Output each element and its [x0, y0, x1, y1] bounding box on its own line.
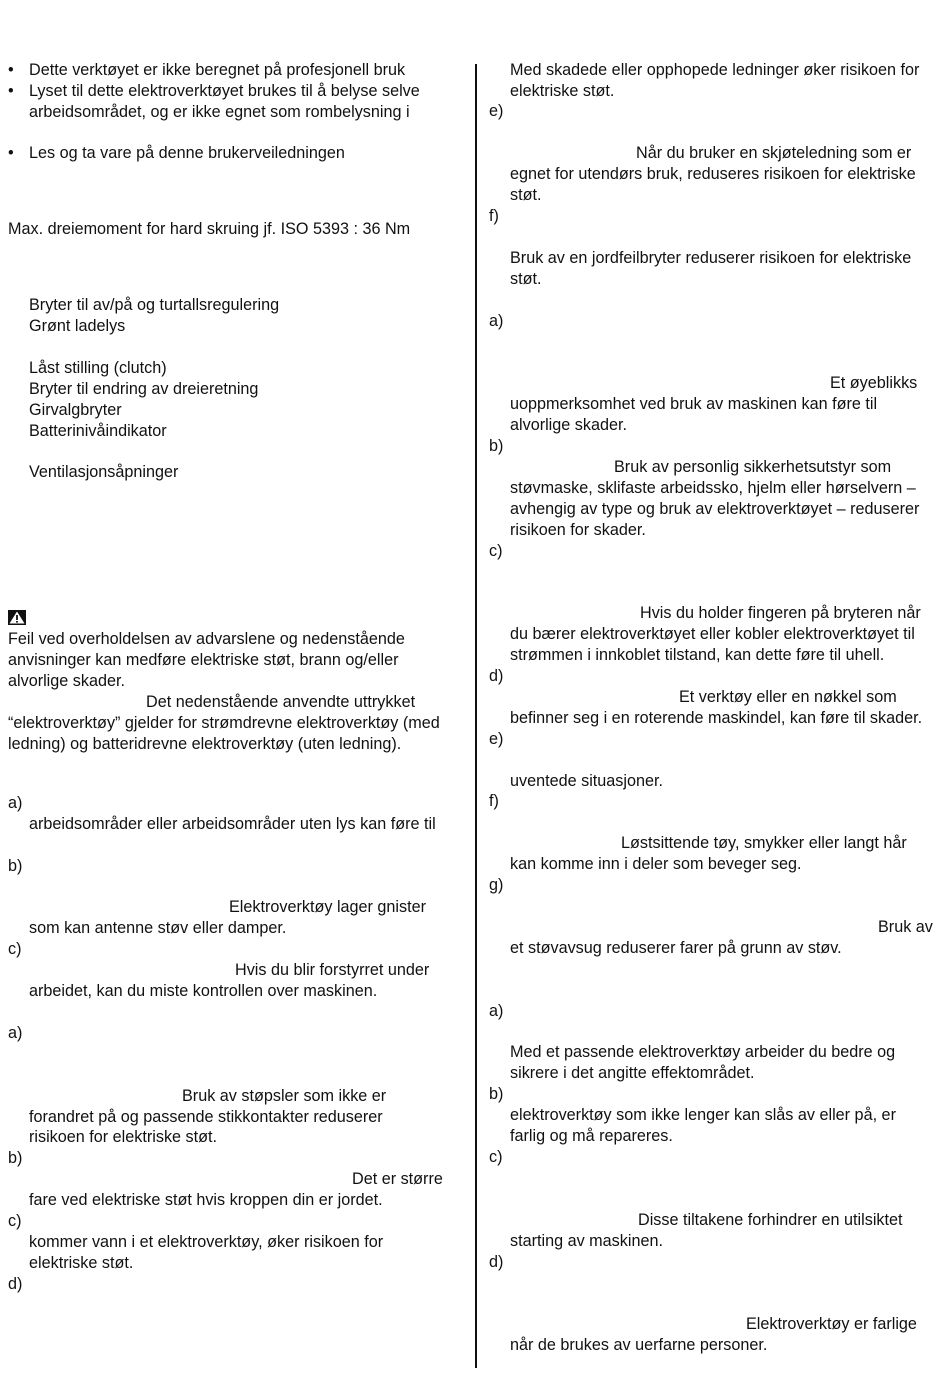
item-label: f)	[489, 792, 499, 810]
item-text: arbeidet, kan du miste kontrollen over maskinen.	[29, 982, 378, 1000]
item-text: Elektroverktøy er farlige	[746, 1315, 917, 1333]
warning-text: alvorlige skader.	[8, 672, 125, 690]
component-item: Girvalgbryter	[29, 401, 122, 419]
torque-spec: Max. dreiemoment for hard skruing jf. ISO 5393 : 36 Nm	[8, 220, 411, 238]
item-text: Det er større	[352, 1170, 443, 1188]
item-text: støt.	[510, 186, 542, 204]
item-text: Hvis du blir forstyrret under	[235, 961, 430, 979]
item-text: Bruk av personlig sikkerhetsutstyr som	[614, 458, 892, 476]
warning-text: ledning) og batteridrevne elektroverktøy (uten ledning).	[8, 735, 402, 753]
item-text: elektriske støt.	[510, 82, 615, 100]
item-label: c)	[489, 542, 503, 560]
component-item: Batterinivåindikator	[29, 422, 167, 440]
warning-text: anvisninger kan medføre elektriske støt, brann og/eller	[8, 651, 399, 669]
item-text: risikoen for elektriske støt.	[29, 1128, 218, 1146]
item-label: a)	[8, 1024, 23, 1042]
item-text: sikrere i det angitte effektområdet.	[510, 1064, 755, 1082]
item-text: avhengig av type og bruk av elektroverktøyet – reduserer	[510, 500, 920, 518]
item-label: d)	[8, 1275, 23, 1293]
item-text: Bruk av	[878, 918, 933, 936]
item-text: Bruk av støpsler som ikke er	[182, 1087, 387, 1105]
item-text: farlig og må repareres.	[510, 1127, 673, 1145]
item-label: c)	[8, 940, 22, 958]
component-item: Låst stilling (clutch)	[29, 359, 167, 377]
column-divider	[475, 64, 477, 1368]
item-text: uventede situasjoner.	[510, 772, 663, 790]
item-text: Hvis du holder fingeren på bryteren når	[640, 604, 921, 622]
item-label: a)	[489, 312, 504, 330]
item-text: forandret på og passende stikkontakter reduserer	[29, 1108, 383, 1126]
bullet-icon: •	[8, 61, 14, 79]
item-label: c)	[489, 1148, 503, 1166]
item-label: g)	[489, 876, 504, 894]
item-label: e)	[489, 730, 504, 748]
warning-text: Feil ved overholdelsen av advarslene og nedenstående	[8, 630, 405, 648]
component-item: Ventilasjonsåpninger	[29, 463, 179, 481]
item-label: d)	[489, 667, 504, 685]
bullet-text: Dette verktøyet er ikke beregnet på profesjonell bruk	[29, 61, 406, 79]
item-text: som kan antenne støv eller damper.	[29, 919, 287, 937]
item-text: Med skadede eller opphopede ledninger øker risikoen for	[510, 61, 920, 79]
item-label: b)	[489, 437, 504, 455]
component-item: Grønt ladelys	[29, 317, 126, 335]
item-text: Et øyeblikks	[830, 374, 918, 392]
item-text: alvorlige skader.	[510, 416, 627, 434]
bullet-text-continuation: arbeidsområdet, og er ikke egnet som rombelysning i	[29, 103, 410, 121]
item-text: støt.	[510, 270, 542, 288]
item-text: fare ved elektriske støt hvis kroppen din er jordet.	[29, 1191, 383, 1209]
item-text: du bærer elektroverktøyet eller kobler elektroverktøyet til	[510, 625, 915, 643]
component-item: Bryter til endring av dreieretning	[29, 380, 259, 398]
item-text: et støvavsug reduserer farer på grunn av støv.	[510, 939, 842, 957]
item-text: kan komme inn i deler som beveger seg.	[510, 855, 802, 873]
item-text: starting av maskinen.	[510, 1232, 663, 1250]
item-label: d)	[489, 1253, 504, 1271]
item-text: elektroverktøy som ikke lenger kan slås av eller på, er	[510, 1106, 896, 1124]
item-label: b)	[8, 857, 23, 875]
item-text: risikoen for skader.	[510, 521, 646, 539]
item-text: Disse tiltakene forhindrer en utilsiktet	[638, 1211, 903, 1229]
item-text: elektriske støt.	[29, 1254, 134, 1272]
bullet-text: Les og ta vare på denne brukerveiledningen	[29, 144, 345, 162]
item-label: a)	[489, 1002, 504, 1020]
component-item: Bryter til av/på og turtallsregulering	[29, 296, 280, 314]
item-label: e)	[489, 102, 504, 120]
item-text: strømmen i innkoblet tilstand, kan dette føre til uhell.	[510, 646, 885, 664]
item-text: Elektroverktøy lager gnister	[229, 898, 427, 916]
item-text: Et verktøy eller en nøkkel som	[679, 688, 897, 706]
bullet-icon: •	[8, 82, 14, 100]
item-label: c)	[8, 1212, 22, 1230]
item-text: Bruk av en jordfeilbryter reduserer risikoen for elektriske	[510, 249, 912, 267]
item-label: b)	[8, 1149, 23, 1167]
item-label: f)	[489, 207, 499, 225]
item-text: kommer vann i et elektroverktøy, øker risikoen for	[29, 1233, 384, 1251]
warning-text: “elektroverktøy” gjelder for strømdrevne elektroverktøy (med	[8, 714, 440, 732]
item-text: støvmaske, sklifaste arbeidssko, hjelm eller hørselvern –	[510, 479, 916, 497]
item-text: egnet for utendørs bruk, reduseres risikoen for elektriske	[510, 165, 916, 183]
item-text: uoppmerksomhet ved bruk av maskinen kan føre til	[510, 395, 878, 413]
item-text: Med et passende elektroverktøy arbeider du bedre og	[510, 1043, 896, 1061]
item-text: Løstsittende tøy, smykker eller langt hår	[621, 834, 907, 852]
item-text: befinner seg i en roterende maskindel, kan føre til skader.	[510, 709, 923, 727]
item-text: når de brukes av uerfarne personer.	[510, 1336, 768, 1354]
item-text: Når du bruker en skjøteledning som er	[636, 144, 912, 162]
bullet-text: Lyset til dette elektroverktøyet brukes til å belyse selve	[29, 82, 420, 100]
item-label: b)	[489, 1085, 504, 1103]
item-label: a)	[8, 794, 23, 812]
warning-triangle-icon	[8, 610, 26, 625]
bullet-icon: •	[8, 144, 14, 162]
item-text: arbeidsområder eller arbeidsområder uten lys kan føre til	[29, 815, 436, 833]
warning-text: Det nedenstående anvendte uttrykket	[146, 693, 416, 711]
